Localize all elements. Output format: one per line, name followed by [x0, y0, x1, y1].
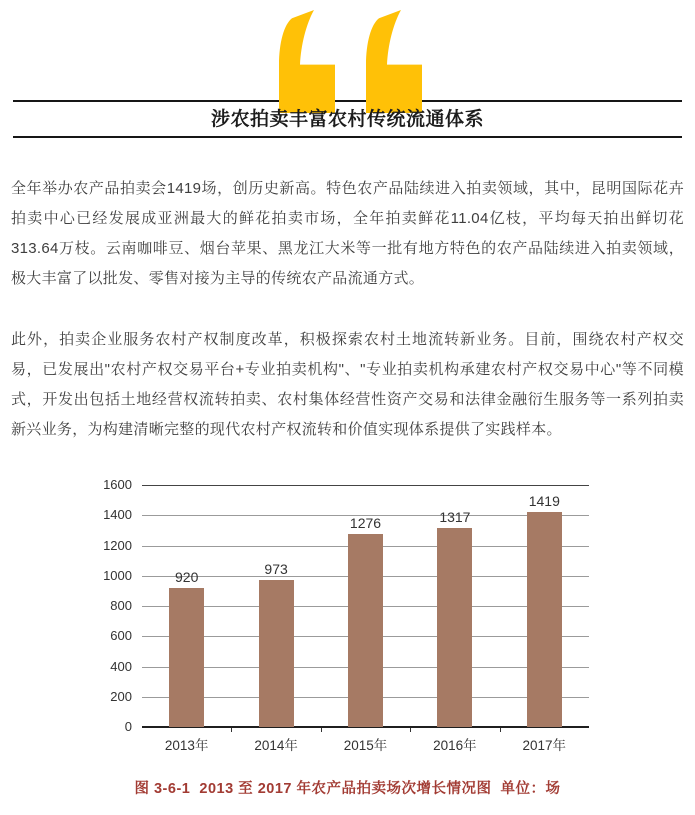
y-tick-label: 1200: [103, 537, 132, 553]
quote-mark-left: [279, 10, 335, 113]
bar-chart: [85, 470, 610, 770]
x-tick-label: 2014年: [254, 738, 298, 753]
y-tick-label: 600: [110, 628, 132, 644]
bar-value-label: 920: [175, 568, 199, 585]
bar-value-label: 973: [264, 560, 288, 577]
y-tick-label: 1400: [103, 507, 132, 523]
bar: [437, 528, 472, 727]
bar: [527, 512, 562, 727]
opening-quote-icon: [279, 10, 422, 113]
x-axis-tick: [410, 728, 411, 732]
y-tick-label: 200: [110, 688, 132, 704]
x-axis-tick: [231, 728, 232, 732]
article-title: 涉农拍卖丰富农村传统流通体系: [210, 109, 484, 130]
quote-mark-right: [366, 10, 422, 113]
bar-value-label: 1317: [439, 508, 471, 525]
y-tick-label: 400: [110, 658, 132, 674]
y-tick-label: 0: [124, 719, 132, 734]
divider-line-bottom: [13, 136, 682, 138]
y-tick-label: 1600: [103, 477, 132, 492]
bar-value-label: 1276: [349, 515, 382, 531]
paragraph-1: 全年举办农产品拍卖会1419场，创历史新高。特色农产品陆续进入拍卖领域，其中，昆明国际花卉拍卖中心已经发展成亚洲最大的鲜花拍卖市场，全年拍卖鲜花11.04亿枝，平均每天拍出鲜切花313.64万枝。云南咖啡豆、烟台苹果、黑龙江大米等一批有地方特色的农产品陆续进入拍卖领域，极大丰富了以批发、零售对接为主导的传统农产品流通方式。: [11, 180, 684, 287]
bar: [348, 534, 383, 727]
figure-caption: 图 3-6-1 2013 至 2017 年农产品拍卖场次增长情况图 单位：场: [134, 781, 561, 797]
x-tick-label: 2016年: [433, 738, 477, 753]
x-axis-tick: [500, 728, 501, 732]
bar-value-label: 1419: [528, 493, 560, 510]
x-tick-label: 2013年: [164, 738, 209, 753]
x-tick-label: 2015年: [343, 738, 388, 753]
bar: [169, 588, 204, 727]
y-tick-label: 1000: [103, 567, 132, 583]
x-tick-label: 2017年: [522, 738, 567, 753]
bar: [259, 580, 294, 727]
x-axis-tick: [321, 728, 322, 732]
paragraph-2: 此外，拍卖企业服务农村产权制度改革，积极探索农村土地流转新业务。目前，围绕农村产权交易，已发展出"农村产权交易平台+专业拍卖机构"、"专业拍卖机构承建农村产权交易中心"等不同模式，开发出包括土地经营权流转拍卖、农村集体经营性资产交易和法律金融衍生服务等一系列拍卖新兴业务，为构建清晰完整的现代农村产权流转和价值实现体系提供了实践样本。: [11, 331, 684, 438]
y-tick-label: 800: [110, 598, 132, 613]
grid-line: [142, 485, 589, 486]
